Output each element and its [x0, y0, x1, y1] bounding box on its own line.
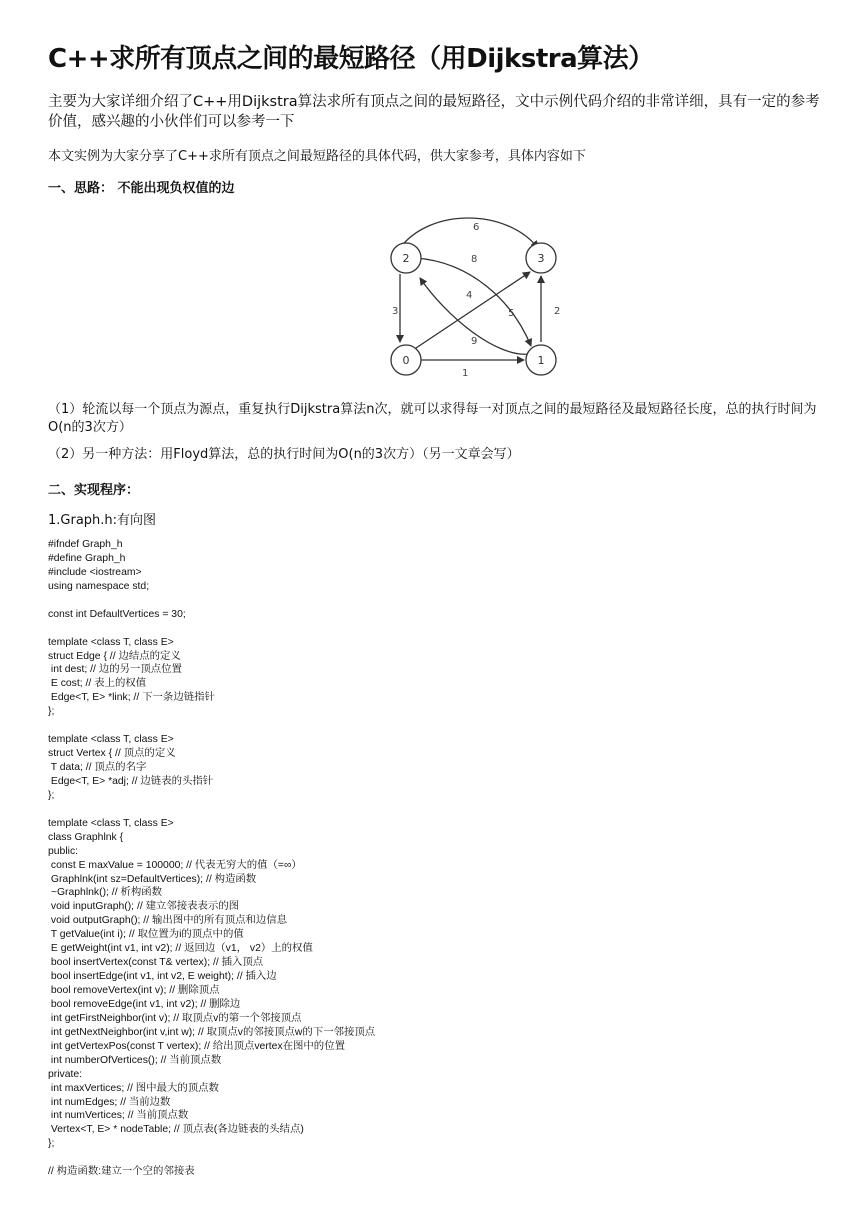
code-line [48, 719, 375, 733]
code-line: int getNextNeighbor(int v,int w); // 取顶点v的邻接顶点w的下一邻接顶点 [48, 1026, 376, 1038]
code-line: #define Graph_h [48, 552, 126, 564]
code-line: // 构造函数:建立一个空的邻接表 [48, 1166, 195, 1178]
code-line: }; [48, 706, 55, 718]
code-line: ~Graphlnk(); // 析构函数 [48, 887, 163, 899]
code-line: Edge<T, E> *adj; // 边链表的头指针 [48, 775, 214, 787]
code-line: int numberOfVertices(); // 当前顶点数 [48, 1054, 222, 1066]
code-line: Vertex<T, E> * nodeTable; // 顶点表(各边链表的头结点) [48, 1124, 304, 1136]
code-line: #ifndef Graph_h [48, 539, 123, 550]
code-line: bool removeEdge(int v1, int v2); // 删除边 [48, 998, 241, 1010]
code-line [48, 622, 375, 636]
article-title: C++求所有顶点之间的最短路径（用Dijkstra算法） [48, 44, 654, 74]
edge-weight-label: 5 [508, 308, 515, 319]
code-line: bool insertVertex(const T& vertex); // 插入顶点 [48, 957, 264, 969]
code-line: E cost; // 表上的权值 [48, 678, 147, 690]
edge-weight-label: 3 [392, 306, 399, 317]
graph-node-label: 2 [402, 252, 410, 265]
section-heading-implementation: 二、实现程序： [48, 483, 140, 498]
code-line [48, 1151, 375, 1165]
code-line: template <class T, class E> [48, 817, 174, 829]
edge-weight-label: 2 [554, 306, 561, 317]
edge-weight-label: 9 [471, 336, 478, 347]
graph-node-label: 3 [537, 252, 545, 265]
code-line [48, 594, 375, 608]
graph-node-label: 1 [537, 354, 545, 367]
code-line: int getFirstNeighbor(int v); // 取顶点v的第一个邻接顶点 [48, 1012, 302, 1024]
code-line: int numVertices; // 当前顶点数 [48, 1110, 189, 1122]
code-line: }; [48, 1138, 55, 1150]
code-line: int maxVertices; // 图中最大的顶点数 [48, 1082, 219, 1094]
code-block [48, 538, 375, 1179]
code-line: public: [48, 845, 79, 857]
code-line: Graphlnk(int sz=DefaultVertices); // 构造函数 [48, 873, 257, 885]
code-line: T getValue(int i); // 取位置为i的顶点中的值 [48, 929, 244, 941]
code-line: #include <iostream> [48, 566, 142, 578]
code-line: E getWeight(int v1, int v2); // 返回边（v1， v2）上的权值 [48, 943, 313, 955]
graph-diagram [336, 206, 561, 386]
code-line: bool removeVertex(int v); // 删除顶点 [48, 985, 220, 996]
file-subheading: 1.Graph.h:有向图 [48, 513, 157, 528]
graph-node-label: 0 [402, 354, 410, 367]
code-line: struct Edge { // 边结点的定义 [48, 650, 181, 662]
code-line: template <class T, class E> [48, 734, 174, 746]
section-heading-idea: 一、思路： 不能出现负权值的边 [48, 181, 235, 196]
code-line: void outputGraph(); // 输出图中的所有顶点和边信息 [48, 915, 288, 927]
code-line: T data; // 顶点的名字 [48, 762, 147, 773]
code-line: using namespace std; [48, 580, 150, 592]
code-line [48, 803, 375, 817]
code-line: int dest; // 边的另一顶点位置 [48, 664, 182, 676]
code-line: int numEdges; // 当前边数 [48, 1096, 171, 1108]
code-line: Edge<T, E> *link; // 下一条边链指针 [48, 692, 215, 704]
code-line: bool insertEdge(int v1, int v2, E weight); // 插入边 [48, 971, 277, 983]
article-summary: 主要为大家详细介绍了C++用Dijkstra算法求所有顶点之间的最短路径，文中示例代码介绍的非常详细，具有一定的参考价值，感兴趣的小伙伴们可以参考一下 [48, 94, 820, 130]
code-line: }; [48, 789, 55, 801]
code-line: class Graphlnk { [48, 831, 124, 843]
code-line: int getVertexPos(const T vertex); // 给出顶点vertex在图中的位置 [48, 1040, 345, 1052]
code-line: const E maxValue = 100000; // 代表无穷大的值（=∞） [48, 859, 302, 871]
edge-weight-label: 6 [473, 222, 480, 233]
code-line: private: [48, 1068, 83, 1080]
code-line: template <class T, class E> [48, 636, 174, 648]
code-line: void inputGraph(); // 建立邻接表表示的图 [48, 901, 240, 913]
code-line: struct Vertex { // 顶点的定义 [48, 748, 176, 760]
edge-weight-label: 1 [462, 368, 469, 379]
edge-weight-label: 4 [466, 290, 473, 301]
paragraph-floyd-approach: （2）另一种方法：用Floyd算法，总的执行时间为O(n的3次方）（另一文章会写） [48, 447, 520, 462]
code-line: const int DefaultVertices = 30; [48, 608, 186, 620]
paragraph-dijkstra-approach: （1）轮流以每一个顶点为源点，重复执行Dijkstra算法n次，就可以求得每一对顶点之间的最短路径及最短路径长度，总的执行时间为O(n的3次方） [48, 402, 817, 435]
edge-weight-label: 8 [471, 254, 478, 265]
edge-2-3 [400, 218, 538, 248]
article-intro: 本文实例为大家分享了C++求所有顶点之间最短路径的具体代码，供大家参考，具体内容如下 [48, 149, 586, 164]
